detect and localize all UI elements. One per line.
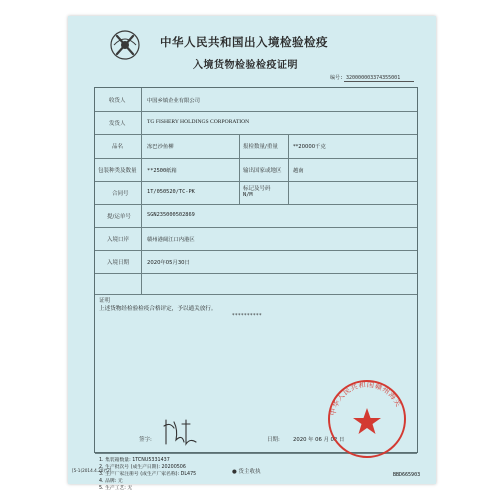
entry-date-value: 2020年05月30日 [147, 260, 190, 266]
row-divider [95, 204, 417, 205]
origin-value: 越南 [293, 168, 304, 174]
note-batch: 2. 生产批次号 (成生产日期): 20200506 [99, 465, 186, 470]
bl-label: 提/运单号 [107, 214, 131, 220]
handwritten-signature [160, 416, 200, 448]
serial-number: 编号: 320000003374355001 [330, 75, 401, 81]
row-divider [95, 111, 417, 112]
contract-label: 合同号 [112, 191, 129, 197]
column-divider [288, 134, 289, 204]
note-manufacturer: 3. 生产厂家注册号 (成生产厂家名称): DL475 [99, 472, 197, 477]
row-divider [95, 134, 417, 135]
certificate-section-label: 证明 [99, 298, 111, 304]
consignee-value: 中国乡镇企业有限公司 [147, 98, 200, 104]
column-divider [141, 88, 142, 294]
document-subtitle: 入境货物检验检疫证明 [193, 60, 298, 71]
svg-text:中华人民共和国赣州海关: 中华人民共和国赣州海关 [328, 379, 404, 417]
note-brand: 4. 品牌: 无 [99, 479, 123, 484]
port-value: 赣州港阔江口内港区 [147, 237, 195, 243]
contract-value: 1T/050520/TC-PK [147, 189, 195, 195]
column-divider [239, 134, 240, 204]
customs-seal-stamp [326, 378, 408, 460]
package-value: **2500纸箱 [147, 168, 177, 174]
sign-date-label: 日期: [267, 437, 280, 443]
document-title: 中华人民共和国出入境检验检疫 [160, 35, 328, 49]
marks-value: N/M [243, 192, 253, 198]
consignor-label: 发货人 [109, 121, 126, 127]
note-process: 5. 生产工艺: 无 [99, 486, 133, 491]
product-value: 冻巴沙鱼柳 [147, 144, 174, 150]
certificate-statement: 上述货物经检验检疫合格评定，予以通关放行。 [99, 306, 217, 312]
quantity-label: 报检数量/重量 [243, 144, 278, 150]
port-label: 入境口岸 [107, 237, 130, 243]
row-divider [95, 273, 417, 274]
note-container: 1. 集装箱数量: 1TCNU5331437 [99, 458, 170, 463]
ciq-emblem-icon [108, 28, 142, 62]
row-divider [95, 181, 417, 182]
sign-date-value: 2020 年 06 月 02 日 [293, 437, 345, 443]
certificate-document [68, 16, 436, 491]
statement-end-stars: ********** [232, 313, 262, 319]
row-divider [95, 158, 417, 159]
bl-value: SGN235000502869 [147, 212, 195, 218]
marks-label: 标记及号码 [243, 186, 271, 192]
serial-underline [344, 81, 414, 82]
signature-label: 签字: [139, 437, 152, 443]
package-label: 包装种类及数量 [98, 168, 137, 174]
form-number: [5-1(2014.4.20)*2] [72, 468, 112, 473]
consignee-label: 收货人 [109, 98, 126, 104]
barcode-number: BBD665903 [393, 472, 421, 478]
entry-date-label: 入境日期 [107, 260, 130, 266]
consignor-value: TG FISHERY HOLDINGS CORPORATION [147, 119, 250, 125]
row-divider [95, 227, 417, 228]
copy-distribution: ● 货主收执 [232, 469, 261, 475]
origin-label: 输出国家或地区 [243, 168, 282, 174]
product-label: 品名 [112, 144, 124, 150]
quantity-value: **20000千克 [293, 144, 326, 150]
row-divider [95, 294, 417, 295]
row-divider [95, 250, 417, 251]
